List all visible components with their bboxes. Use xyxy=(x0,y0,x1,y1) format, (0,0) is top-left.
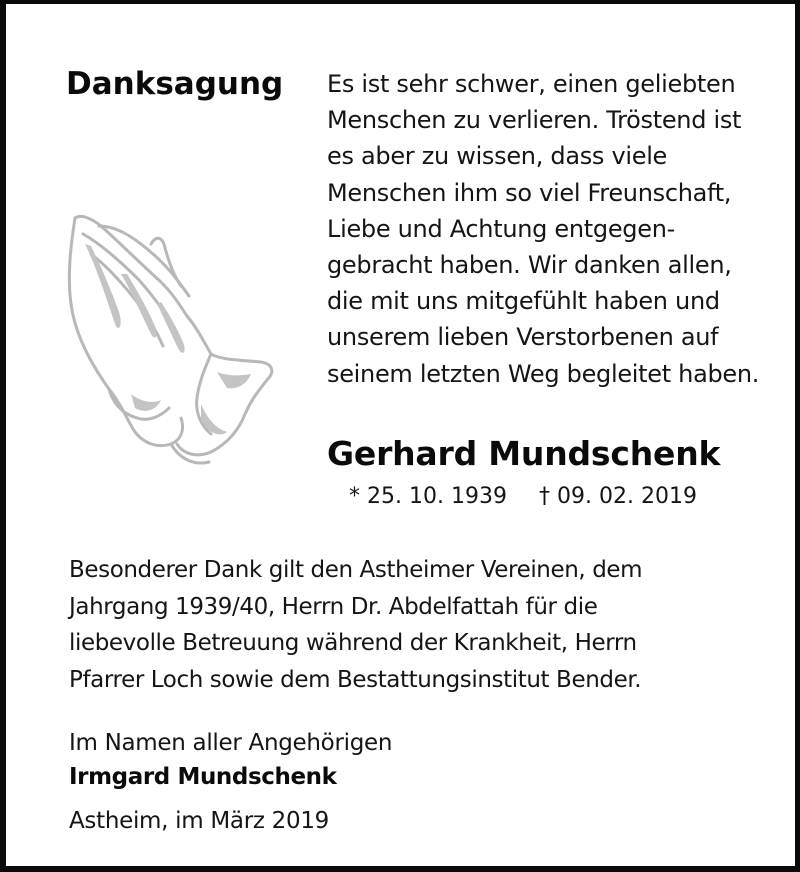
intro-line: gebracht haben. Wir danken allen, xyxy=(327,251,732,280)
death-date: † 09. 02. 2019 xyxy=(539,484,697,509)
thanks-line: Pfarrer Loch sowie dem Bestattungsinstitut Bender. xyxy=(69,666,642,693)
intro-line: seinem letzten Weg begleitet haben. xyxy=(327,359,760,388)
thanks-line: Besonderer Dank gilt den Astheimer Vereinen, dem xyxy=(69,557,643,583)
thanks-line: Jahrgang 1939/40, Herrn Dr. Abdelfattah für die xyxy=(69,593,598,620)
intro-line: unserem lieben Verstorbenen auf xyxy=(327,323,719,352)
intro-line: die mit uns mitgefühlt haben und xyxy=(327,287,720,316)
intro-line: Menschen ihm so viel Freunschaft, xyxy=(327,178,732,207)
signer-name: Irmgard Mundschenk xyxy=(69,764,337,790)
notice-heading: Danksagung xyxy=(66,66,284,102)
place-date: Astheim, im März 2019 xyxy=(69,808,329,834)
intro-line: Es ist sehr schwer, einen geliebten xyxy=(327,70,736,98)
intro-line: Menschen zu verlieren. Tröstend ist xyxy=(327,106,742,135)
thanks-line: liebevolle Betreuung während der Krankheit, Herrn xyxy=(69,630,637,656)
deceased-name: Gerhard Mundschenk xyxy=(327,434,721,473)
signoff-text: Im Namen aller Angehörigen xyxy=(69,730,393,756)
praying-hands-icon xyxy=(61,204,281,469)
intro-line: es aber zu wissen, dass viele xyxy=(327,142,668,171)
intro-paragraph xyxy=(327,66,787,392)
thanks-paragraph xyxy=(69,552,769,698)
birth-date: * 25. 10. 1939 xyxy=(349,484,507,509)
intro-line: Liebe und Achtung entgegen- xyxy=(327,214,675,243)
